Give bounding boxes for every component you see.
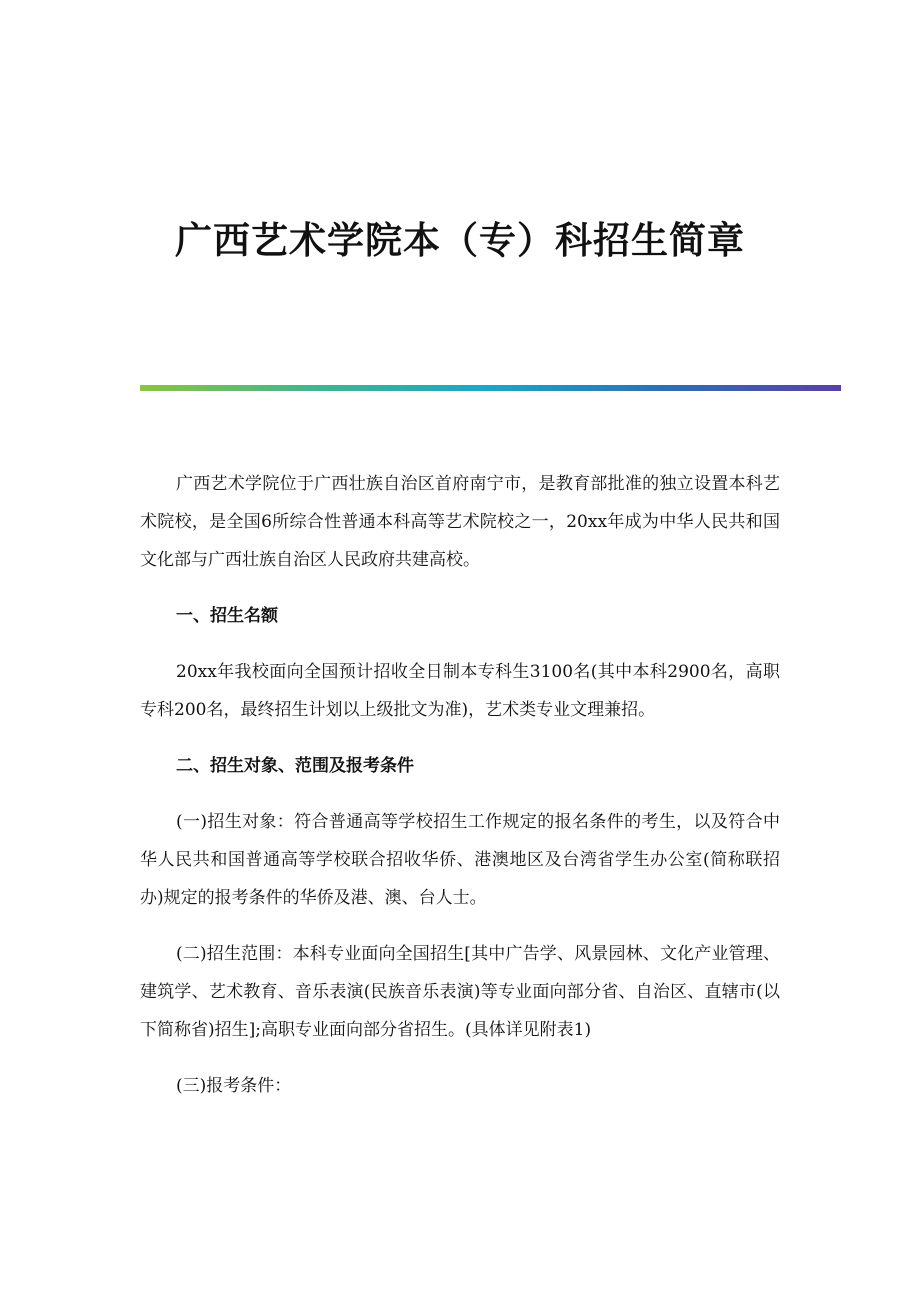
document-body: [140, 465, 780, 1105]
section-2-heading: 二、招生对象、范围及报考条件: [176, 756, 414, 776]
title-divider: [140, 385, 841, 391]
section-2-item-1: (一)招生对象：符合普通高等学校招生工作规定的报名条件的考生，以及符合中华人民共和国普通高等学校联合招收华侨、港澳地区及台湾省学生办公室(简称联招办)规定的报考条件的华侨及港、澳、台人士。: [140, 812, 780, 908]
intro-paragraph: 广西艺术学院位于广西壮族自治区首府南宁市，是教育部批准的独立设置本科艺术院校，是全国6所综合性普通本科高等艺术院校之一，20xx年成为中华人民共和国文化部与广西壮族自治区人民政府共建高校。: [140, 474, 780, 570]
section-1-heading: 一、招生名额: [176, 606, 278, 626]
section-2-item-2: (二)招生范围：本科专业面向全国招生[其中广告学、风景园林、文化产业管理、建筑学、艺术教育、音乐表演(民族音乐表演)等专业面向部分省、自治区、直辖市(以下简称省)招生];高职专业面向部分省招生。(具体详见附表1): [140, 944, 780, 1040]
document-title: 广西艺术学院本（专）科招生简章: [175, 218, 745, 262]
section-2-item-3: (三)报考条件：: [176, 1076, 292, 1096]
section-1-paragraph: 20xx年我校面向全国预计招收全日制本专科生3100名(其中本科2900名，高职专科200名，最终招生计划以上级批文为准)，艺术类专业文理兼招。: [140, 662, 780, 720]
